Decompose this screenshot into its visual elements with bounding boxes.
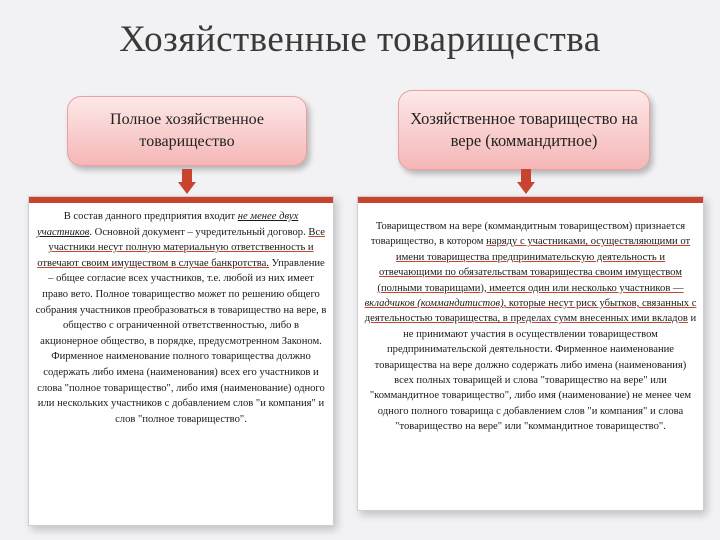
text-run: . Основной документ – учредительный договор.	[89, 226, 309, 238]
text-run: В состав данного предприятия входит	[63, 211, 238, 222]
text-run: и не принимают участия в осуществлении товариществом предпринимательской деятельности. Фирменное наименование товарищества на вере должно содержать либо имена (наименования) всех полных товарищей и слова "товарищество на вере" или "коммандитное товарищество", либо имя (наименование) не менее чем одного полного товарища с добавлением слов "и компания" и слова "товарищество на вере" или "коммандитное товарищество".	[369, 313, 697, 433]
full-partnership-heading	[67, 96, 307, 166]
limited-partnership-heading-text: Хозяйственное товарищество на вере (коммандитное)	[410, 109, 638, 150]
down-arrow-icon	[178, 169, 196, 195]
accent-divider	[358, 197, 703, 203]
full-partnership-heading-text: Полное хозяйственное товарищество	[110, 111, 264, 150]
accent-divider	[29, 197, 333, 203]
limited-partnership-description	[357, 196, 704, 511]
text-run: Товариществом на вере (коммандитным товариществом) признается товарищество, в котором	[370, 221, 686, 248]
text-run-highlight: Все участники несут полную материальную ответственность и отвечают своим имуществом в случае банкротства.	[37, 226, 326, 269]
down-arrow-icon	[517, 169, 535, 195]
limited-partnership-text	[358, 197, 703, 441]
text-run: Управление – общее согласие всех участников, т.е. любой из них имеет право вето. Полное товарищество может по решению общего собрания участников преобразоваться в товарищество на вере, в общество с ограниченной ответственностью, либо в акционерное общество, в порядке, предусмотренном Законом. Фирменное наименование полного товарищества должно содержать либо имена (наименования) всех его участников и слова "полное товарищество", либо имя (наименование) одного или нескольких участников с добавлением слов "и компания" и слов "полное товарищество".	[35, 257, 327, 425]
text-run-highlight: наряду с участниками, осуществляющими от имени товарищества предпринимательскую деятельность и отвечающими по обязательствам товарищества своим имуществом (полными товарищами), имеется один или несколько участников —	[377, 236, 691, 294]
page-title: Хозяйственные товарищества	[119, 19, 601, 60]
full-partnership-description	[28, 196, 334, 526]
text-run-emphasis: не менее двух участников	[36, 211, 299, 238]
text-run-highlight: , которые несут риск убытков, связанных с деятельностью товарищества, в пределах сумм внесенных ими вкладов	[364, 298, 697, 325]
text-run-emphasis: вкладчиков (коммандитистов)	[364, 298, 504, 310]
limited-partnership-heading	[398, 90, 650, 170]
full-partnership-text	[29, 197, 333, 433]
